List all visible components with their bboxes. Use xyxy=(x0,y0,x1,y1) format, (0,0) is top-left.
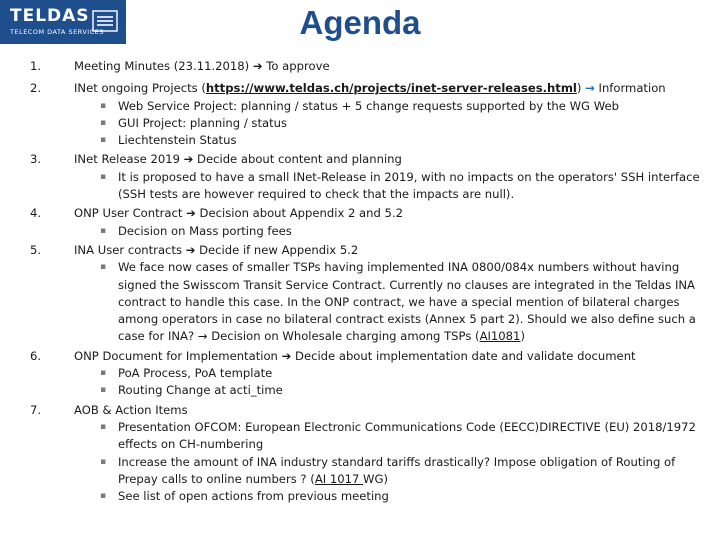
item-number: 7. xyxy=(30,402,42,417)
sub-list xyxy=(74,223,705,240)
item-text: INet Release 2019 xyxy=(74,152,184,167)
list-item: ▪ Routing Change at acti_time xyxy=(98,382,705,399)
item-number: 2. xyxy=(30,81,42,96)
square-bullet-icon: ▪ xyxy=(100,117,107,128)
list-item: ▪ Liechtenstein Status xyxy=(98,132,705,149)
inet-projects-link[interactable]: https://www.teldas.ch/projects/inet-server-releases.html xyxy=(205,81,577,96)
sub-list xyxy=(74,98,705,150)
action-item-link[interactable]: AI1081 xyxy=(479,329,521,344)
item-text: Decide if new Appendix 5.2 xyxy=(195,242,359,257)
list-item: ▪ PoA Process, PoA template xyxy=(98,365,705,382)
page-title: Agenda xyxy=(299,4,421,41)
arrow-right-icon: ➔ xyxy=(186,206,196,221)
item-number: 6. xyxy=(30,348,42,363)
item-text: INA User contracts xyxy=(74,242,186,257)
list-item: ▪ Presentation OFCOM: European Electronic Communications Code (EECC)DIRECTIVE (EU) 2018/1972 effects on CH-numbering xyxy=(100,419,696,452)
agenda-item xyxy=(30,348,705,400)
square-bullet-icon: ▪ xyxy=(100,225,107,236)
square-bullet-icon: ▪ xyxy=(100,368,107,379)
list-item: ▪ Decision on Mass porting fees xyxy=(98,223,705,240)
agenda-list xyxy=(30,58,705,507)
item-text: ) xyxy=(576,81,586,96)
list-item: ▪ Increase the amount of INA industry standard tariffs drastically? Impose obligation of Routing of Prepay calls to online numbers ? (AI 1017 WG) xyxy=(100,454,676,486)
arrow-right-icon: → xyxy=(197,329,208,344)
agenda-item xyxy=(30,242,705,346)
item-text: Meeting Minutes (23.11.2018) xyxy=(74,59,253,73)
list-item: ▪ GUI Project: planning / status xyxy=(98,115,705,132)
square-bullet-icon: ▪ xyxy=(100,421,107,432)
square-bullet-icon: ▪ xyxy=(100,262,107,273)
agenda-item xyxy=(30,151,705,203)
item-text: ONP Document for Implementation xyxy=(74,348,282,363)
item-number: 4. xyxy=(30,206,42,221)
sub-list xyxy=(74,169,705,204)
square-bullet-icon: ▪ xyxy=(100,456,107,467)
arrow-right-icon: ➔ xyxy=(281,348,292,363)
agenda-item xyxy=(30,58,705,75)
item-number: 3. xyxy=(30,152,42,167)
sub-list xyxy=(74,259,705,345)
arrow-right-icon: → xyxy=(585,81,595,96)
list-item: ▪ Web Service Project: planning / status + 5 change requests supported by the WG Web xyxy=(98,98,705,115)
list-item: ▪ We face now cases of smaller TSPs having implemented INA 0800/084x numbers without having signed the Swisscom Transit Service Contract. Currently no clauses are integrated in the Teldas INA contract to handle this case. In the ONP contract, we have a special mention of bilateral charges among operators in case no bilateral contract exists (Annex 5 part 2). Should we also define such a case for INA? → Decision on Wholesale charging among TSPs (AI1081) xyxy=(100,260,696,344)
item-text: To approve xyxy=(262,59,330,73)
item-text: Decision about Appendix 2 and 5.2 xyxy=(195,206,403,221)
list-item: ▪ See list of open actions from previous meeting xyxy=(98,488,705,505)
item-text: Information xyxy=(594,81,666,96)
square-bullet-icon: ▪ xyxy=(100,135,107,146)
action-item-link[interactable]: AI 1017 xyxy=(314,471,364,486)
arrow-right-icon: ➔ xyxy=(185,242,196,257)
square-bullet-icon: ▪ xyxy=(100,100,107,111)
item-number: 1. xyxy=(30,59,42,73)
item-text: AOB & Action Items xyxy=(74,402,188,417)
square-bullet-icon: ▪ xyxy=(100,491,107,502)
sub-list xyxy=(74,419,705,505)
agenda-item xyxy=(30,80,705,149)
item-text: INet ongoing Projects ( xyxy=(74,81,206,96)
arrow-right-icon: ➔ xyxy=(183,152,194,167)
item-number: 5. xyxy=(30,242,42,257)
item-text: Decide about implementation date and validate document xyxy=(291,348,636,363)
arrow-right-icon: ➔ xyxy=(252,59,263,73)
item-text: ONP User Contract xyxy=(74,206,187,221)
logo-wordmark: TELDAS xyxy=(10,6,90,26)
square-bullet-icon: ▪ xyxy=(100,171,107,182)
item-text: Decide about content and planning xyxy=(193,152,402,167)
agenda-item xyxy=(30,205,705,240)
sub-list xyxy=(74,365,705,400)
list-item: ▪ It is proposed to have a small INet-Release in 2019, with no impacts on the operators' SSH interface (SSH tests are however required to check that the impacts are null). xyxy=(100,169,700,202)
logo-tagline: TELECOM DATA SERVICES xyxy=(10,28,104,36)
square-bullet-icon: ▪ xyxy=(100,385,107,396)
agenda-item xyxy=(30,402,705,506)
